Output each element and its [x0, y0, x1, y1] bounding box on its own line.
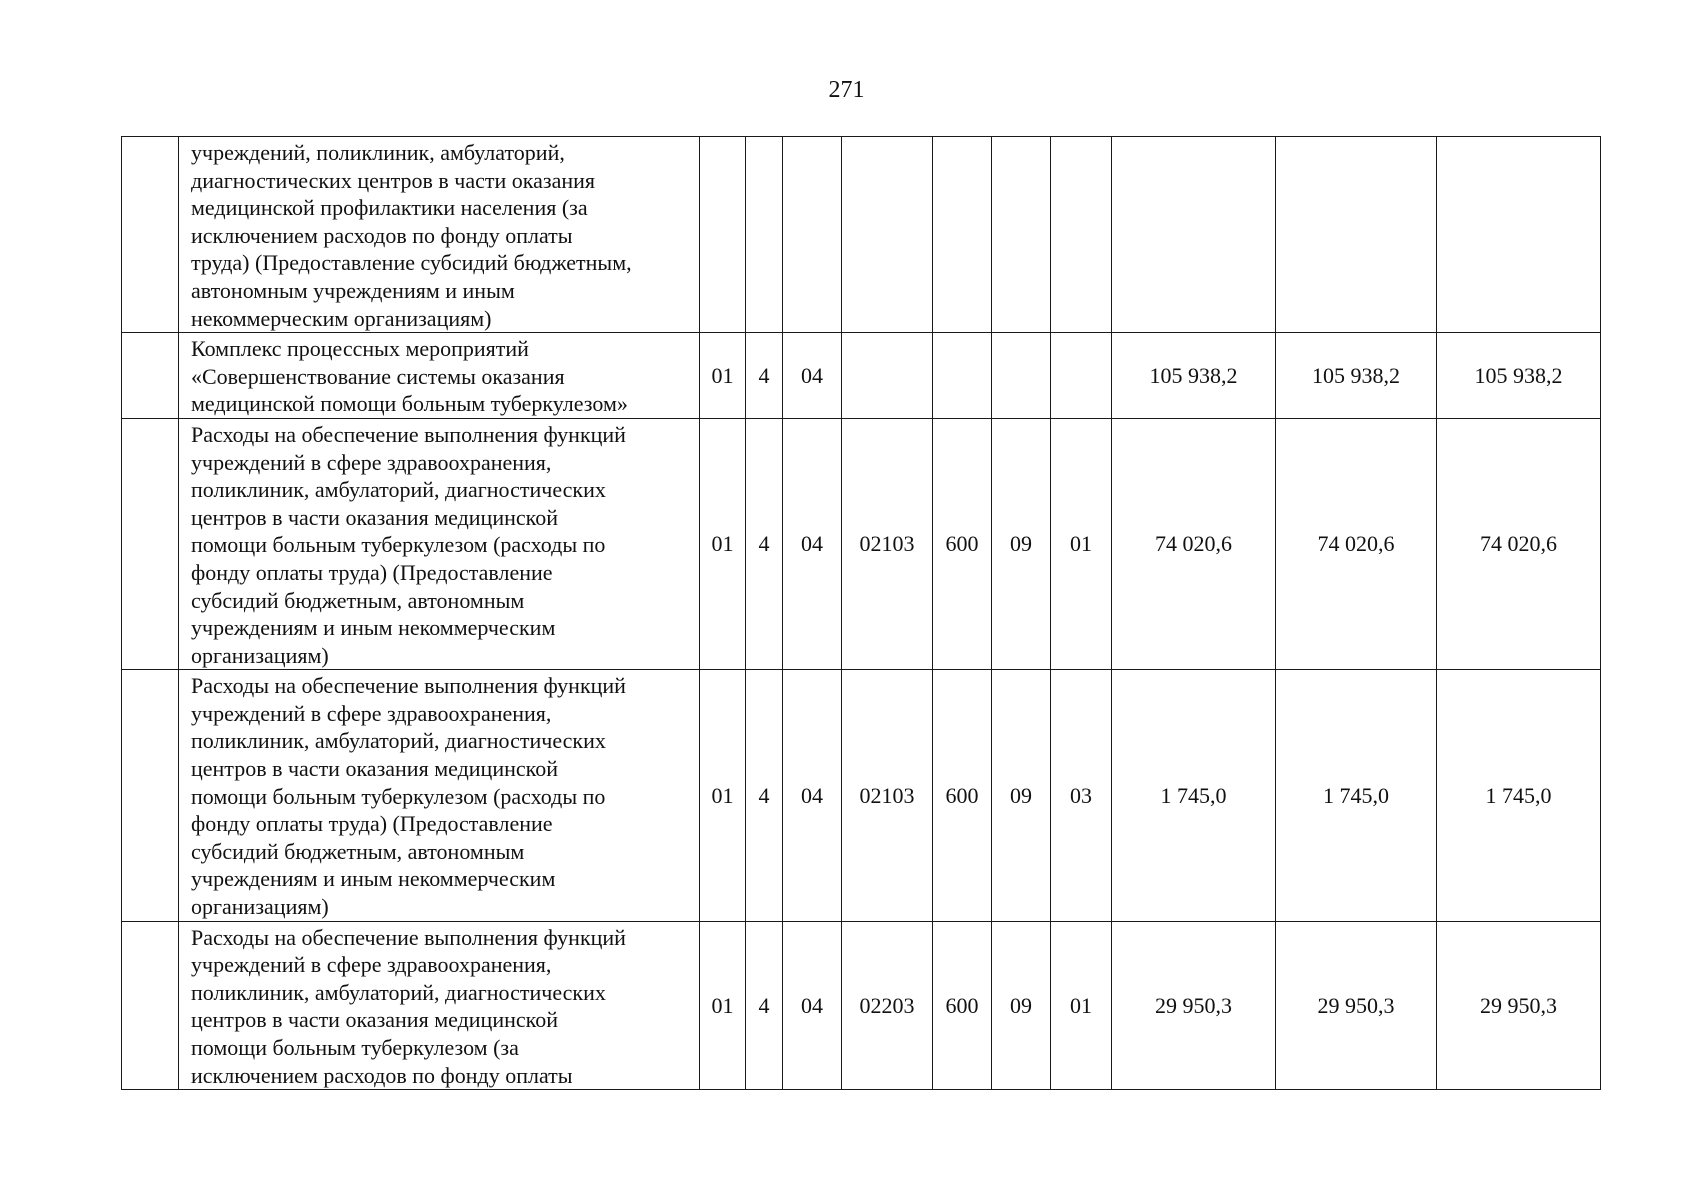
- amount-cell: 105 938,2: [1276, 333, 1437, 419]
- table-row: [122, 137, 1601, 333]
- code-cell: [842, 333, 933, 419]
- code-cell: 4: [746, 921, 783, 1090]
- amount-cell: 74 020,6: [1112, 418, 1276, 669]
- code-cell: 09: [992, 670, 1051, 921]
- page-number: 271: [828, 77, 865, 103]
- code-cell: 01: [1051, 921, 1112, 1090]
- code-cell: 600: [933, 921, 992, 1090]
- code-cell: 04: [783, 670, 842, 921]
- code-cell: 600: [933, 670, 992, 921]
- description-cell: Расходы на обеспечение выполнения функций учреждений в сфере здравоохранения, поликлиник, амбулаторий, диагностических центров в части оказания медицинской помощи больным туберкулезом (расходы по фонду оплаты труда) (Предоставление субсидий бюджетным, автономным учреждениям и иным некоммерческим организациям): [179, 670, 700, 921]
- amount-cell: 74 020,6: [1437, 418, 1601, 669]
- row-number-cell: [122, 137, 179, 333]
- amount-cell: [1276, 137, 1437, 333]
- code-cell: 600: [933, 418, 992, 669]
- code-cell: 04: [783, 333, 842, 419]
- code-cell: 09: [992, 921, 1051, 1090]
- description-cell: Расходы на обеспечение выполнения функций учреждений в сфере здравоохранения, поликлиник, амбулаторий, диагностических центров в части оказания медицинской помощи больным туберкулезом (за исключением расходов по фонду оплаты: [179, 921, 700, 1090]
- table-row: [122, 921, 1601, 1090]
- amount-cell: 1 745,0: [1276, 670, 1437, 921]
- code-cell: [992, 137, 1051, 333]
- code-cell: [746, 137, 783, 333]
- code-cell: 4: [746, 333, 783, 419]
- amount-cell: 74 020,6: [1276, 418, 1437, 669]
- amount-cell: 105 938,2: [1437, 333, 1601, 419]
- code-cell: [700, 137, 746, 333]
- code-cell: 4: [746, 670, 783, 921]
- code-cell: [842, 137, 933, 333]
- code-cell: 01: [700, 670, 746, 921]
- code-cell: [933, 137, 992, 333]
- description-cell: Комплекс процессных мероприятий «Совершенствование системы оказания медицинской помощи больным туберкулезом»: [179, 333, 700, 419]
- table-row: [122, 670, 1601, 921]
- code-cell: [1051, 137, 1112, 333]
- code-cell: 01: [700, 333, 746, 419]
- description-cell: учреждений, поликлиник, амбулаторий, диагностических центров в части оказания медицинской профилактики населения (за исключением расходов по фонду оплаты труда) (Предоставление субсидий бюджетным, автономным учреждениям и иным некоммерческим организациям): [179, 137, 700, 333]
- code-cell: 02203: [842, 921, 933, 1090]
- code-cell: 04: [783, 418, 842, 669]
- code-cell: 02103: [842, 418, 933, 669]
- amount-cell: 29 950,3: [1276, 921, 1437, 1090]
- code-cell: [783, 137, 842, 333]
- table-row: [122, 333, 1601, 419]
- code-cell: 01: [700, 418, 746, 669]
- code-cell: 4: [746, 418, 783, 669]
- amount-cell: 1 745,0: [1112, 670, 1276, 921]
- budget-table: [121, 136, 1601, 1090]
- amount-cell: [1437, 137, 1601, 333]
- row-number-cell: [122, 921, 179, 1090]
- amount-cell: 105 938,2: [1112, 333, 1276, 419]
- row-number-cell: [122, 333, 179, 419]
- code-cell: 04: [783, 921, 842, 1090]
- code-cell: 09: [992, 418, 1051, 669]
- amount-cell: 29 950,3: [1437, 921, 1601, 1090]
- amount-cell: 29 950,3: [1112, 921, 1276, 1090]
- code-cell: 01: [1051, 418, 1112, 669]
- code-cell: [1051, 333, 1112, 419]
- amount-cell: 1 745,0: [1437, 670, 1601, 921]
- amount-cell: [1112, 137, 1276, 333]
- code-cell: 03: [1051, 670, 1112, 921]
- description-cell: Расходы на обеспечение выполнения функций учреждений в сфере здравоохранения, поликлиник, амбулаторий, диагностических центров в части оказания медицинской помощи больным туберкулезом (расходы по фонду оплаты труда) (Предоставление субсидий бюджетным, автономным учреждениям и иным некоммерческим организациям): [179, 418, 700, 669]
- code-cell: 01: [700, 921, 746, 1090]
- code-cell: [992, 333, 1051, 419]
- row-number-cell: [122, 670, 179, 921]
- row-number-cell: [122, 418, 179, 669]
- code-cell: 02103: [842, 670, 933, 921]
- table-row: [122, 418, 1601, 669]
- code-cell: [933, 333, 992, 419]
